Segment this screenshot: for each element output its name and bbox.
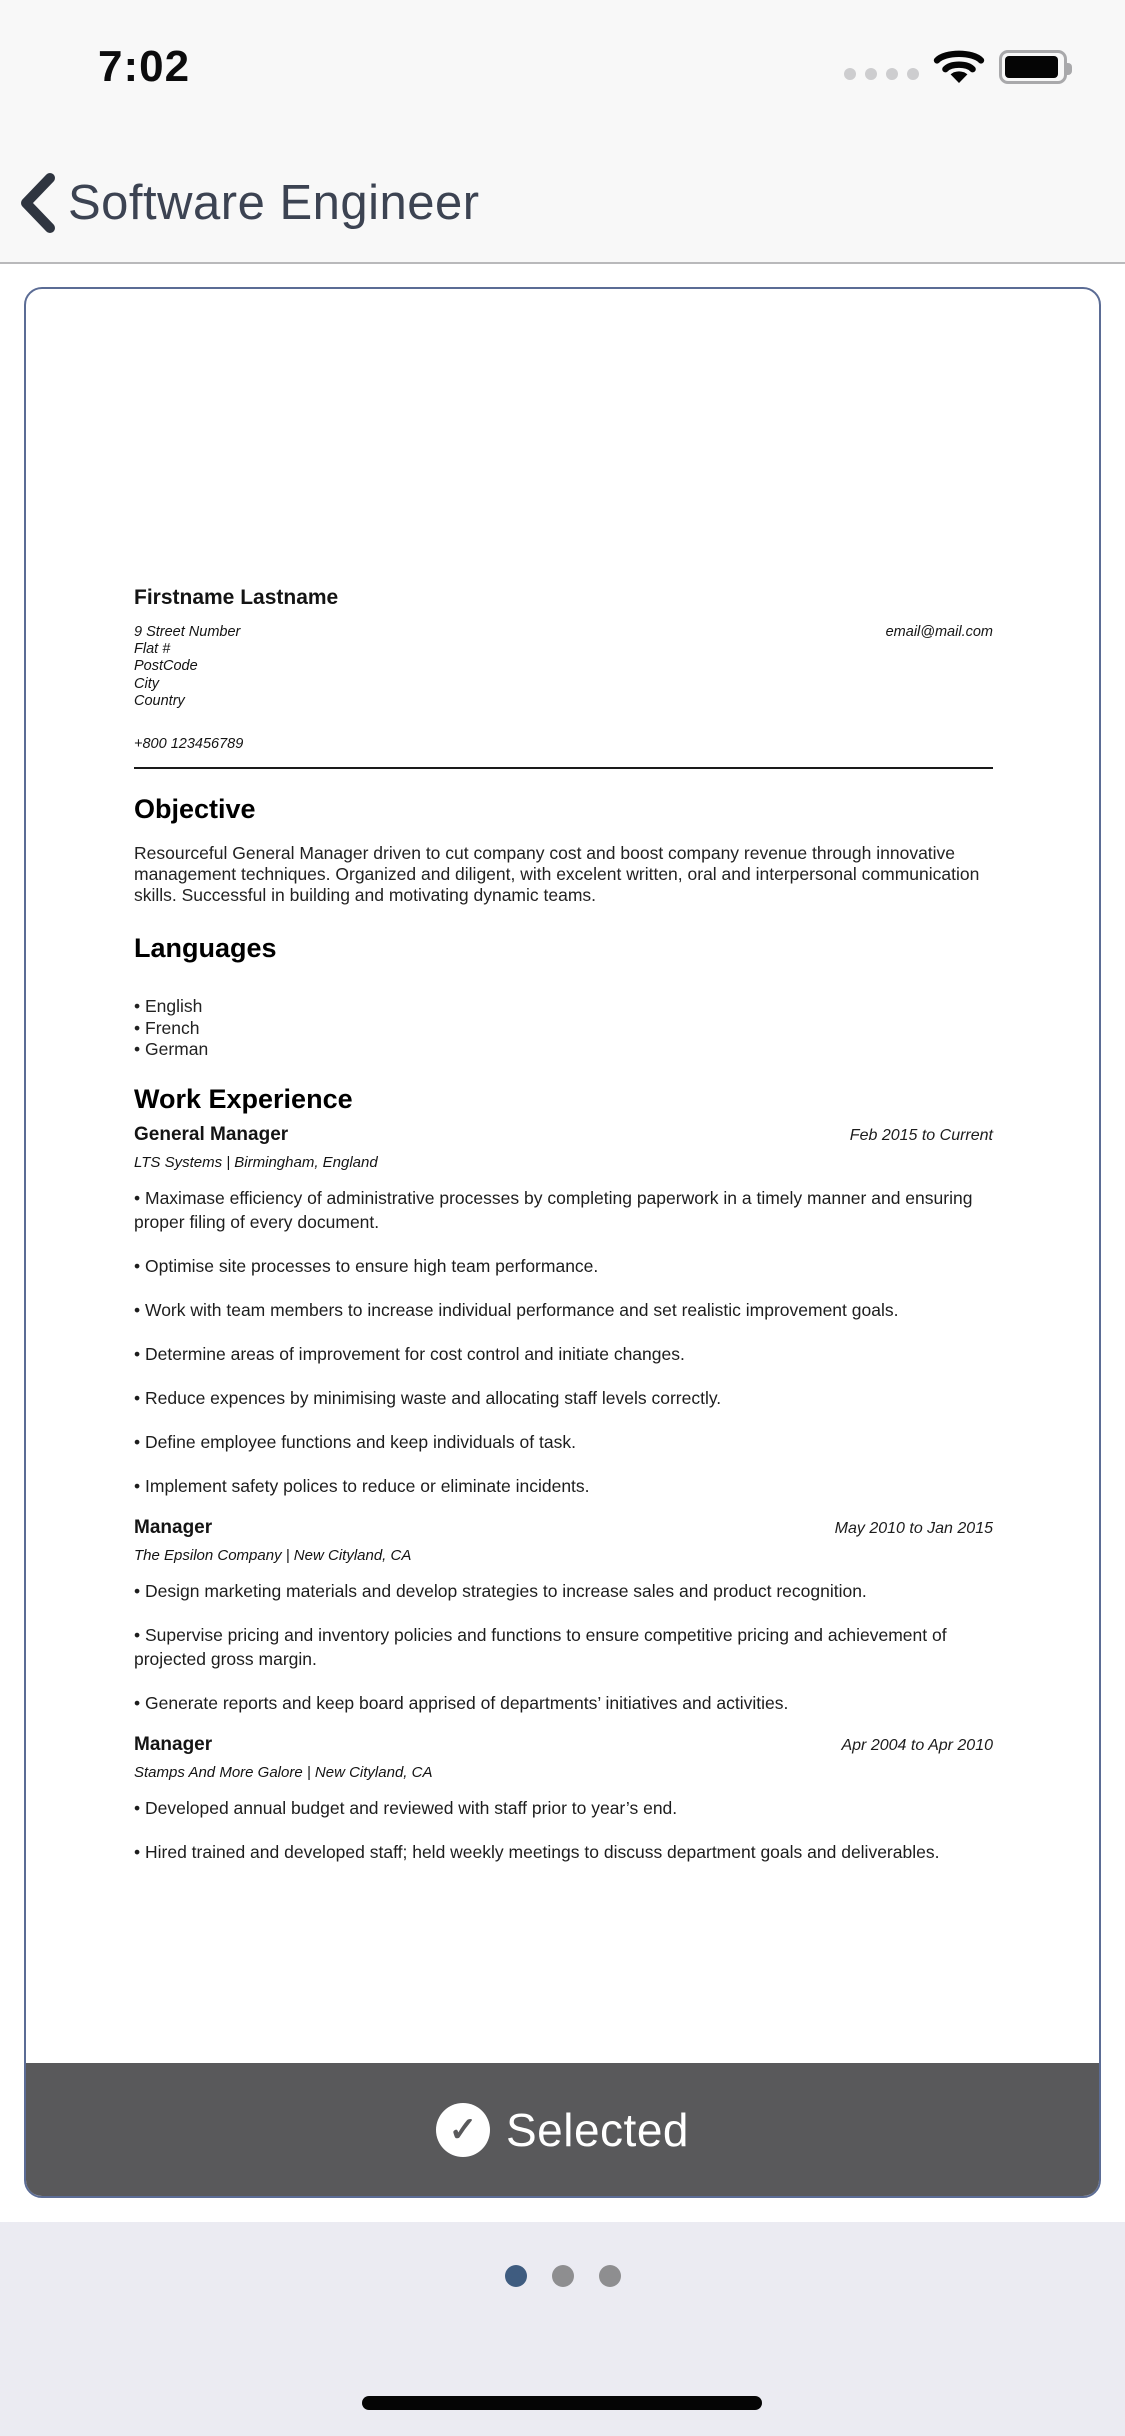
job-head	[134, 1733, 993, 1758]
signal-dot	[865, 68, 877, 80]
check-glyph: ✓	[448, 2110, 478, 2149]
check-icon	[436, 2103, 490, 2157]
job-dates: Apr 2004 to Apr 2010	[841, 1736, 993, 1754]
job-bullet: • Work with team members to increase individual performance and set realistic improvement goals.	[134, 1298, 993, 1322]
language-item: • English	[134, 996, 993, 1018]
header-divider	[134, 767, 993, 769]
selected-button[interactable]	[26, 2063, 1099, 2196]
job-bullet: • Define employee functions and keep individuals of task.	[134, 1430, 993, 1454]
language-item: • German	[134, 1039, 993, 1061]
job-bullet: • Optimise site processes to ensure high team performance.	[134, 1254, 993, 1278]
language-item: • French	[134, 1018, 993, 1040]
contact-row	[134, 624, 993, 710]
job-dates: May 2010 to Jan 2015	[834, 1519, 993, 1537]
address-line: 9 Street Number	[134, 624, 241, 640]
job-bullet: • Developed annual budget and reviewed with staff prior to year’s end.	[134, 1796, 993, 1820]
job-bullet: • Maximase efficiency of administrative processes by completing paperwork in a timely manner and ensuring proper filing of every document.	[134, 1186, 993, 1234]
job-company: The Epsilon Company | New Cityland, CA	[134, 1546, 412, 1564]
job-entry	[134, 1733, 993, 1864]
back-chevron-icon[interactable]	[16, 172, 60, 234]
signal-dot	[844, 68, 856, 80]
job-bullet: • Generate reports and keep board apprised of departments’ initiatives and activities.	[134, 1691, 993, 1715]
phone-text: +800 123456789	[134, 736, 244, 753]
page-dot[interactable]	[552, 2265, 574, 2287]
job-head	[134, 1123, 993, 1148]
job-bullet: • Implement safety polices to reduce or eliminate incidents.	[134, 1474, 993, 1498]
address-line: Flat #	[134, 641, 171, 658]
address-line: Country	[134, 692, 185, 709]
job-head	[134, 1516, 993, 1541]
job-dates: Feb 2015 to Current	[849, 1126, 993, 1144]
nav-bar	[0, 148, 1125, 258]
cellular-signal-icon	[844, 68, 919, 80]
job-entry	[134, 1123, 993, 1498]
battery-tip	[1067, 63, 1072, 75]
objective-text: Resourceful General Manager driven to cut company cost and boost company revenue through innovative management techniques. Organized and diligent, with excelent written, oral and interpersonal communication skills. Successful in building and motivating dynamic teams.	[134, 843, 980, 906]
status-time: 7:02	[98, 42, 191, 91]
wifi-icon	[933, 48, 985, 86]
job-bullet: • Reduce expences by minimising waste and allocating staff levels correctly.	[134, 1386, 993, 1410]
job-bullet: • Hired trained and developed staff; held weekly meetings to discuss department goals and deliverables.	[134, 1840, 993, 1864]
selected-label: Selected	[505, 2103, 689, 2156]
status-icons	[844, 48, 1067, 86]
header	[0, 0, 1125, 264]
section-heading-work-experience: Work Experience	[134, 1083, 353, 1114]
address-line: City	[134, 675, 159, 692]
job-title: General Manager	[134, 1123, 289, 1145]
page-indicator	[0, 2265, 1125, 2287]
page-title: Software Engineer	[68, 176, 480, 230]
resume-preview	[26, 289, 1099, 1864]
section-heading-languages: Languages	[134, 933, 277, 964]
home-indicator[interactable]	[362, 2396, 762, 2410]
job-bullet: • Determine areas of improvement for cost control and initiate changes.	[134, 1342, 993, 1366]
resume-name: Firstname Lastname	[134, 586, 339, 609]
job-company: LTS Systems | Birmingham, England	[134, 1153, 378, 1171]
battery-icon	[999, 50, 1067, 84]
job-title: Manager	[134, 1516, 213, 1538]
resume-card[interactable]	[24, 287, 1101, 2198]
job-bullet: • Supervise pricing and inventory policies and functions to ensure competitive pricing and achievement of projected gross margin.	[134, 1623, 993, 1671]
status-bar	[0, 40, 1125, 100]
signal-dot	[907, 68, 919, 80]
battery-level	[1005, 56, 1058, 78]
page-dot[interactable]	[505, 2265, 527, 2287]
bottom-area	[0, 2222, 1125, 2436]
address-block	[134, 624, 240, 710]
address-line: PostCode	[134, 658, 198, 675]
section-heading-objective: Objective	[134, 794, 256, 825]
email-text: email@mail.com	[885, 624, 993, 640]
job-company: Stamps And More Galore | New Cityland, CA	[134, 1763, 433, 1781]
job-bullet: • Design marketing materials and develop strategies to increase sales and product recognition.	[134, 1579, 993, 1603]
page-dot[interactable]	[599, 2265, 621, 2287]
job-entry	[134, 1516, 993, 1715]
job-title: Manager	[134, 1733, 213, 1755]
signal-dot	[886, 68, 898, 80]
languages-list	[134, 996, 993, 1061]
